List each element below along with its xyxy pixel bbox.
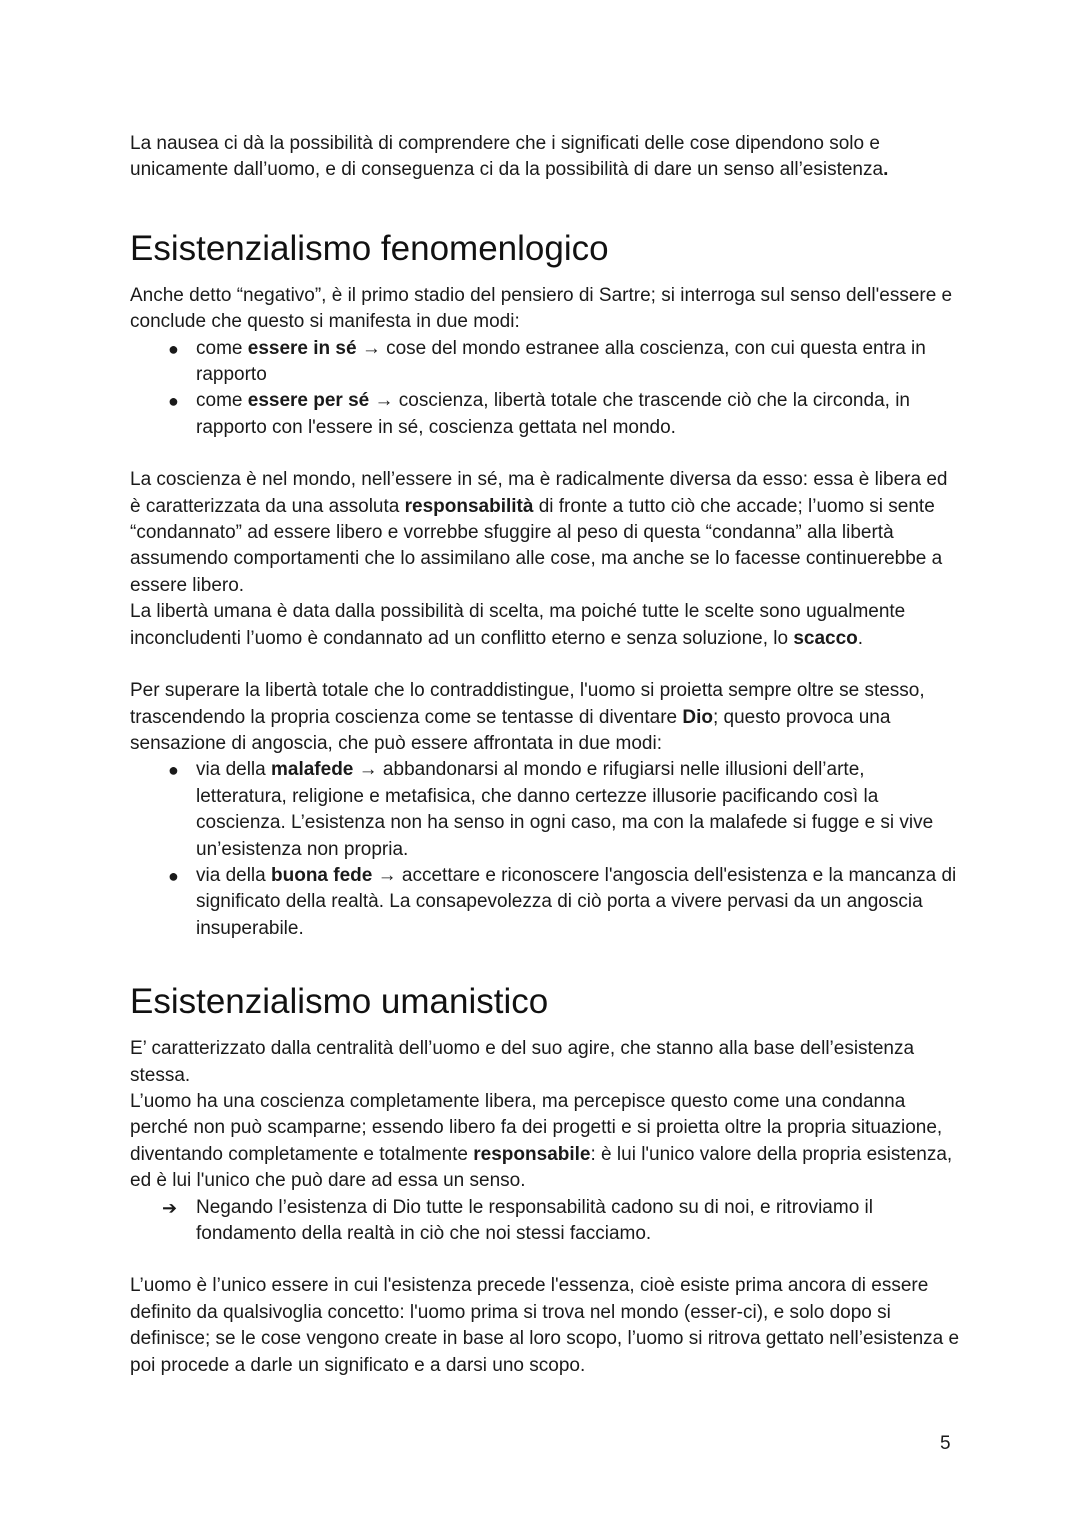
- list-item: ➔ Negando l’esistenza di Dio tutte le responsabilità cadono su di noi, e ritroviamo il fondamento della realtà in ciò che noi stessi facciamo.: [162, 1196, 873, 1244]
- document-page: [130, 0, 960, 1379]
- page-number: 5: [940, 1433, 951, 1454]
- fenomenologico-intro-paragraph: Anche detto “negativo”, è il primo stadio del pensiero di Sartre; si interroga sul senso dell'essere e conclude che questo si manifesta in due modi:: [130, 284, 953, 333]
- liberta-paragraph: La libertà umana è data dalla possibilità di scelta, ma poiché tutte le scelte sono ugualmente inconcludenti l’uomo è condannato ad un conflitto eterno e senza soluzione, lo scacco.: [130, 601, 906, 649]
- umanistico-intro-paragraph: E’ caratterizzato dalla centralità dell’uomo e del suo agire, che stanno alla base dell’esistenza stessa.: [130, 1038, 915, 1086]
- section-heading-umanistico: Esistenzialismo umanistico: [130, 982, 549, 1022]
- bullet-icon: ●: [168, 391, 179, 412]
- angoscia-paragraph: Per superare la libertà totale che lo contraddistingue, l'uomo si proietta sempre oltre se stesso, trascendendo la propria coscienza come se tentasse di diventare Dio; questo provoca una sensazione di angoscia, che può essere affrontata in due modi:: [130, 680, 925, 754]
- bullet-icon: ●: [168, 865, 179, 886]
- responsabile-paragraph: L’uomo ha una coscienza completamente libera, ma percepisce questo come una condanna perché non può scamparne; essendo libero fa dei progetti e si proietta oltre la propria situazione, diventando completamente e totalmente responsabile: è lui l'unico valore della propria esistenza, ed è lui l'unico che può dare ad essa un senso.: [130, 1090, 953, 1192]
- essere-bullet-list: [130, 336, 960, 442]
- list-item: ● come essere per sé → coscienza, libertà totale che trascende ciò che la circonda, in rapporto con l'essere in sé, coscienza gettata nel mondo.: [168, 390, 910, 438]
- section-heading-fenomenologico: Esistenzialismo fenomenlogico: [130, 228, 609, 268]
- arrow-list: [130, 1195, 960, 1248]
- list-item: ● via della buona fede → accettare e riconoscere l'angoscia dell'esistenza e la mancanza di significato della realtà. La consapevolezza di ciò porta a vivere pervasi da un angoscia insuperabile.: [168, 864, 957, 939]
- arrow-right-icon: ➔: [162, 1197, 178, 1218]
- coscienza-paragraph: La coscienza è nel mondo, nell’essere in sé, ma è radicalmente diversa da esso: essa è libera ed è caratterizzata da una assoluta responsabilità di fronte a tutto ciò che accade; l’uomo si sente “condannato” ad essere libero e vorrebbe sfuggire al peso di questa “condanna” alla libertà assumendo comportamenti che lo assimilano alle cose, ma anche se lo facesse continuerebbe a essere libero.: [130, 469, 948, 596]
- bullet-icon: ●: [168, 760, 179, 781]
- list-item: ● via della malafede → abbandonarsi al mondo e rifugiarsi nelle illusioni dell’arte, letteratura, religione e metafisica, che danno certezze illusorie pacificando così la coscienza. L’esistenza non ha senso in ogni caso, ma con la malafede si fugge e si vive un’esistenza non propria.: [168, 759, 934, 860]
- bullet-icon: ●: [168, 338, 179, 359]
- esistenza-essenza-paragraph: L’uomo è l’unico essere in cui l'esistenza precede l'essenza, cioè esiste prima ancora di essere definito da qualsivoglia concetto: l'uomo prima si trova nel mondo (esser-ci), e solo dopo si definisce; se le cose vengono create in base al loro scopo, l’uomo si ritrova gettato nell’esistenza e poi procede a darle un significato e a darsi uno scopo.: [130, 1275, 960, 1376]
- intro-paragraph: La nausea ci dà la possibilità di comprendere che i significati delle cose dipendono solo e unicamente dall’uomo, e di conseguenza ci da la possibilità di dare un senso all’esistenza.: [130, 133, 889, 181]
- list-item: ● come essere in sé → cose del mondo estranee alla coscienza, con cui questa entra in rapporto: [168, 337, 926, 386]
- angoscia-bullet-list: [130, 757, 960, 942]
